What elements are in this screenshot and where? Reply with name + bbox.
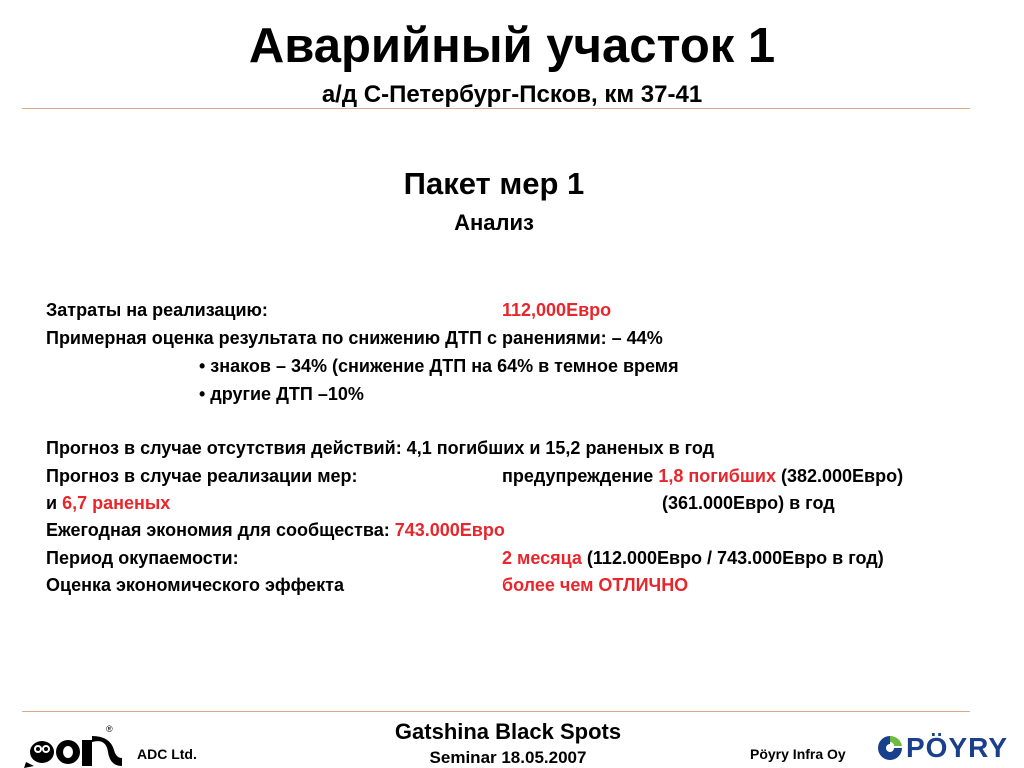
estimate-row: Примерная оценка результата по снижению ДТП с ранениями: – 44%	[46, 328, 663, 348]
slide-subtitle: а/д С-Петербург-Псков, км 37-41	[321, 81, 703, 108]
effect-label: Оценка экономического эффекта	[46, 575, 344, 595]
bullet-other: • другие ДТП –10%	[199, 384, 364, 404]
payback-label: Период окупаемости:	[46, 548, 239, 568]
injuries-cost: (361.000Евро) в год	[662, 493, 835, 513]
registered-mark: ®	[106, 724, 113, 734]
forecast-measures-row	[46, 465, 904, 487]
footer-date: Seminar 18.05.2007	[429, 748, 587, 767]
adc-company-label: ADC Ltd.	[137, 746, 197, 762]
bullet-signs: • знаков – 34% (снижение ДТП на 64% в темное время	[199, 356, 679, 376]
savings-value: 743.000Евро	[394, 520, 505, 540]
forecast-none-row: Прогноз в случае отсутствия действий: 4,1 погибших и 15,2 раненых в год	[46, 438, 715, 458]
header-divider	[22, 108, 970, 109]
forecast-deaths: 1,8 погибших	[658, 466, 776, 486]
forecast-prefix: предупреждение	[502, 466, 659, 486]
effect-value: более чем ОТЛИЧНО	[502, 575, 689, 595]
cost-row	[46, 299, 612, 321]
payback-values	[502, 547, 884, 569]
savings-label: Ежегодная экономия для сообщества:	[46, 520, 390, 540]
poyry-company-label: Pöyry Infra Oy	[750, 746, 846, 762]
payback-detail: (112.000Евро / 743.000Евро в год)	[581, 548, 884, 568]
forecast-measures-label: Прогноз в случае реализации мер:	[46, 466, 358, 486]
package-title: Пакет мер 1	[403, 166, 585, 201]
forecast-deaths-cost: (382.000Евро)	[775, 466, 904, 486]
payback-value: 2 месяца	[502, 548, 582, 568]
slide-title: Аварийный участок 1	[248, 19, 776, 73]
forecast-measures-values	[502, 465, 903, 487]
payback-row	[46, 547, 884, 569]
injuries-row	[46, 492, 835, 514]
cost-label: Затраты на реализацию:	[46, 300, 268, 320]
footer-divider	[22, 711, 970, 712]
poyry-logo-text: PÖYRY	[906, 732, 1008, 763]
effect-row	[46, 574, 689, 596]
savings-row	[46, 519, 505, 541]
package-subtitle: Анализ	[454, 210, 534, 235]
cost-value: 112,000Евро	[502, 300, 612, 320]
injuries-value: 6,7 раненых	[62, 493, 171, 513]
footer-title: Gatshina Black Spots	[394, 719, 622, 744]
and-prefix: и	[46, 493, 63, 513]
